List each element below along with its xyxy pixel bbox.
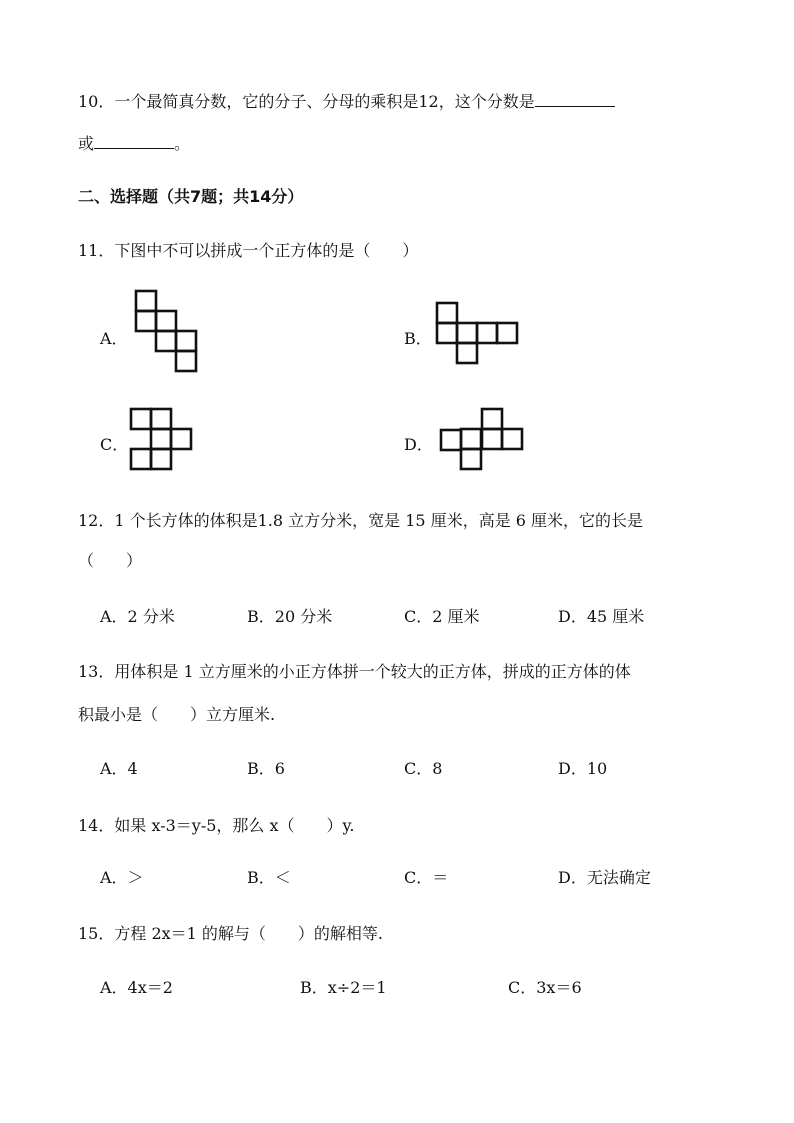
question-12-stem: 12．1 个长方体的体积是1.8 立方分米，宽是 15 厘米，高是 6 厘米，它的长是 [78, 511, 644, 530]
q13-option-b[interactable]: B．6 [247, 759, 285, 778]
answer-blank-1[interactable] [535, 88, 615, 107]
question-10-or: 或 [78, 134, 95, 153]
question-13-stem-2: 积最小是（ ）立方厘米. [78, 705, 276, 724]
q14-option-c[interactable]: C．＝ [404, 868, 449, 887]
q13-option-a[interactable]: A．4 [100, 759, 138, 778]
question-10-end: 。 [174, 134, 191, 153]
section-title: 二、选择题（共7题；共14分） [78, 187, 304, 206]
question-10-line2 [78, 130, 190, 154]
option-c-cube-net [129, 407, 197, 475]
q12-option-a[interactable]: A．2 分米 [100, 607, 175, 626]
q13-option-d[interactable]: D．10 [558, 759, 608, 778]
question-14-stem: 14．如果 x-3＝y-5，那么 x（ ）y. [78, 816, 355, 835]
question-11-stem: 11．下图中不可以拼成一个正方体的是（ ） [78, 241, 419, 260]
answer-blank-2[interactable] [94, 130, 174, 149]
option-a-label[interactable]: A． [100, 329, 128, 348]
question-10-text: 10．一个最简真分数，它的分子、分母的乘积是12，这个分数是 [78, 92, 535, 111]
question-15-stem: 15．方程 2x＝1 的解与（ ）的解相等. [78, 924, 384, 943]
question-13-stem: 13．用体积是 1 立方厘米的小正方体拼一个较大的正方体，拼成的正方体的体 [78, 662, 631, 681]
question-12-paren: （ ） [78, 551, 143, 570]
q15-option-b[interactable]: B．x÷2＝1 [300, 978, 387, 997]
option-c-label[interactable]: C． [100, 435, 129, 454]
option-b-label[interactable]: B． [404, 329, 432, 348]
q12-option-c[interactable]: C．2 厘米 [404, 607, 480, 626]
question-10 [78, 88, 615, 112]
q13-option-c[interactable]: C．8 [404, 759, 443, 778]
option-d-cube-net [439, 407, 527, 475]
q14-option-d[interactable]: D．无法确定 [558, 868, 651, 887]
q15-option-a[interactable]: A．4x＝2 [100, 978, 173, 997]
q14-option-b[interactable]: B．＜ [247, 868, 291, 887]
q15-option-c[interactable]: C．3x＝6 [508, 978, 582, 997]
q12-option-b[interactable]: B．20 分米 [247, 607, 333, 626]
option-a-cube-net [134, 289, 200, 379]
option-b-cube-net [435, 301, 523, 369]
q14-option-a[interactable]: A．＞ [100, 868, 144, 887]
option-d-label[interactable]: D． [404, 435, 433, 454]
q12-option-d[interactable]: D．45 厘米 [558, 607, 645, 626]
